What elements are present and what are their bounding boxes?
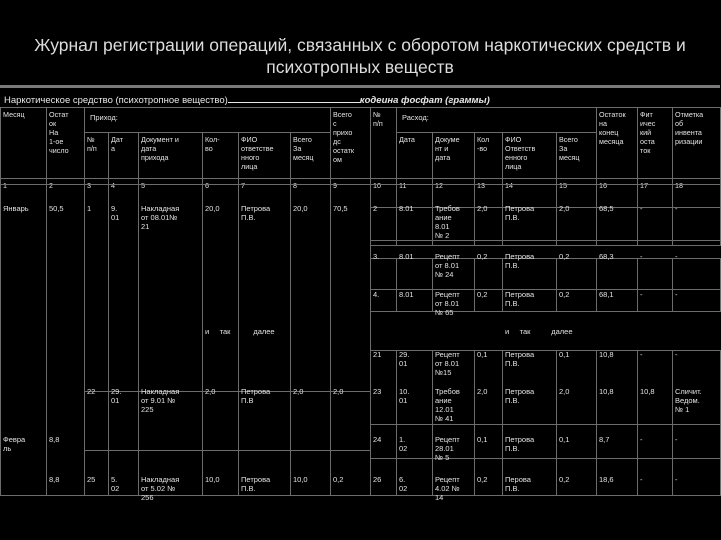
exp1-person: Петрова П.В. (505, 204, 535, 222)
row-month: Январь (3, 204, 29, 213)
expense-cell (502, 240, 557, 246)
inc-num-22: 22 (87, 387, 96, 396)
exp3-person: Петрова П.В. (505, 290, 535, 308)
exp26-num: 26 (373, 475, 382, 484)
header-total-with-income: Всего с прихо дс остатк ом (330, 107, 371, 179)
exp24-total: 0,1 (559, 435, 570, 444)
income-col (290, 184, 331, 392)
header-balance-first: Остат ок На 1-ое число (46, 107, 85, 179)
exp24-person: Петрова П.В. (505, 435, 535, 453)
header-income: Приход: (90, 113, 118, 122)
header-month: Месяц (0, 107, 47, 179)
exp2-num: 3. (373, 252, 380, 261)
inc-date-25: 5. 02 (111, 475, 120, 493)
column-number: 6 (202, 178, 239, 185)
row-balance: 50,5 (49, 204, 64, 213)
total-25: 0,2 (333, 475, 344, 484)
expense-cell (474, 258, 503, 290)
inc-person-22: Петрова П.В (241, 387, 271, 405)
exp26-total: 0,2 (559, 475, 570, 484)
substance-underline (228, 93, 360, 103)
exp24-actual: - (640, 435, 643, 444)
expense-cell (396, 258, 433, 290)
inc-total: 20,0 (293, 204, 308, 213)
expense-cell (637, 258, 673, 290)
expense-cell (556, 258, 597, 290)
income-col (330, 450, 371, 496)
inc-person-25: Петрова П.В. (241, 475, 271, 493)
header-inc-doc: Документ и дата прихода (138, 132, 203, 179)
exp3-date: 8.01 (399, 290, 414, 299)
income-col (290, 391, 331, 451)
page-title: Журнал регистрации операций, связанных с оборотом наркотических средств и (34, 35, 686, 55)
header-actual: Фит ичес кий оста ток (637, 107, 673, 179)
exp1-total: 2,0 (559, 204, 570, 213)
income-col (330, 184, 371, 392)
header-inc-person: ФИО ответстве нного лица (238, 132, 291, 179)
column-number: 15 (556, 178, 597, 185)
inc-doc-22: Накладная от 9.01 № 225 (141, 387, 180, 414)
header-exp-num: № п/п (370, 107, 397, 179)
exp23-inv: Сличит. Ведом. № 1 (675, 387, 702, 414)
expense-cell (672, 207, 721, 241)
exp24-end: 8,7 (599, 435, 610, 444)
exp26-qty: 0,2 (477, 475, 488, 484)
exp3-num: 4. (373, 290, 380, 299)
column-number: 16 (596, 178, 638, 185)
exp21-date: 29. 01 (399, 350, 410, 368)
inc-date: 9. 01 (111, 204, 120, 222)
exp21-num: 21 (373, 350, 382, 359)
exp2-end: 68,3 (599, 252, 614, 261)
expense-cell (596, 258, 638, 290)
column-number: 4 (108, 178, 139, 185)
exp24-num: 24 (373, 435, 382, 444)
exp26-end: 18,6 (599, 475, 614, 484)
exp1-inv: - (675, 204, 678, 213)
column-number: 13 (474, 178, 503, 185)
header-inc-num: № п/п (84, 132, 109, 179)
row-balance-feb: 8,8 (49, 435, 60, 444)
column-number: 5 (138, 178, 203, 185)
exp2-qty: 0,2 (477, 252, 488, 261)
expense-cell (370, 240, 397, 246)
inc-date-22: 29. 01 (111, 387, 122, 405)
exp24-qty: 0,1 (477, 435, 488, 444)
exp21-person: Петрова П.В. (505, 350, 535, 368)
exp23-num: 23 (373, 387, 382, 396)
expense-cell (556, 240, 597, 246)
income-col (290, 450, 331, 496)
column-number: 12 (432, 178, 475, 185)
exp1-doc: Требов ание 8.01 № 2 (435, 204, 460, 240)
column-number: 1 (0, 178, 47, 185)
row-month-feb: Февра ль (3, 435, 26, 453)
column-number: 7 (238, 178, 291, 185)
income-col (330, 391, 371, 451)
balance-col (46, 184, 85, 496)
expense-cell (370, 258, 397, 290)
expense-cell (396, 240, 433, 246)
expense-cell (672, 258, 721, 290)
exp23-person: Петрова П.В. (505, 387, 535, 405)
income-col (202, 450, 239, 496)
exp26-inv: - (675, 475, 678, 484)
header-inc-qty: Кол- во (202, 132, 239, 179)
exp2-doc: Рецепт от 8.01 № 24 (435, 252, 460, 279)
expense-cell (672, 289, 721, 312)
header-expense: Расход: (402, 113, 429, 122)
exp24-inv: - (675, 435, 678, 444)
exp23-total: 2,0 (559, 387, 570, 396)
exp23-qty: 2,0 (477, 387, 488, 396)
exp1-date: 8.01 (399, 204, 414, 213)
page-subtitle: психотропных веществ (266, 57, 454, 77)
income-col (84, 450, 109, 496)
header-inventory: Отметка об инвента ризации (672, 107, 721, 179)
substance-name: кодеина фосфат (граммы) (359, 95, 490, 106)
total-22: 2,0 (333, 387, 344, 396)
inc-total-22: 2,0 (293, 387, 304, 396)
exp23-date: 10. 01 (399, 387, 410, 405)
etc-left: и так далее (205, 327, 275, 336)
exp2-inv: - (675, 252, 678, 261)
exp21-qty: 0,1 (477, 350, 488, 359)
header-exp-doc: Докуме нт и дата (432, 132, 475, 179)
inc-qty-25: 10,0 (205, 475, 220, 484)
expense-cell (596, 240, 638, 246)
etc-right: и так далее (505, 327, 573, 336)
column-number: 2 (46, 178, 85, 185)
expense-cell (432, 240, 475, 246)
exp21-end: 10,8 (599, 350, 614, 359)
exp2-person: Петрова П.В. (505, 252, 535, 270)
exp26-date: 6. 02 (399, 475, 408, 493)
column-number: 18 (672, 178, 721, 185)
exp26-doc: Рецепт 4.02 № 14 (435, 475, 460, 502)
column-number: 14 (502, 178, 557, 185)
column-number: 9 (330, 178, 371, 185)
row-balance-last: 8,8 (49, 475, 60, 484)
inc-num: 1 (87, 204, 92, 213)
header-exp-person: ФИО Ответств енного лица (502, 132, 557, 179)
exp1-num: 2 (373, 204, 378, 213)
total: 70,5 (333, 204, 348, 213)
expense-cell (672, 184, 721, 208)
exp21-total: 0,1 (559, 350, 570, 359)
expense-cell (672, 458, 721, 496)
exp23-end: 10,8 (599, 387, 614, 396)
inc-total-25: 10,0 (293, 475, 308, 484)
header-inc-date: Дат а (108, 132, 139, 179)
exp1-end: 68,5 (599, 204, 614, 213)
substance-label: Наркотическое средство (психотропное вещество) (4, 95, 228, 106)
exp3-total: 0,2 (559, 290, 570, 299)
exp1-actual: - (640, 204, 643, 213)
income-col (84, 391, 109, 451)
expense-cell (672, 424, 721, 459)
exp3-end: 68,1 (599, 290, 614, 299)
column-number: 10 (370, 178, 397, 185)
exp3-actual: - (640, 290, 643, 299)
exp26-actual: - (640, 475, 643, 484)
inc-doc: Накладная от 08.01№ 21 (141, 204, 180, 231)
expense-cell (672, 240, 721, 246)
header-exp-total: Всего За месяц (556, 132, 597, 179)
exp2-date: 8.01 (399, 252, 414, 261)
income-col (202, 184, 239, 392)
exp3-doc: Рецепт от 8.01 № 65 (435, 290, 460, 317)
header-inc-total: Всего За месяц (290, 132, 331, 179)
column-number: 8 (290, 178, 331, 185)
inc-qty: 20,0 (205, 204, 220, 213)
income-col (202, 391, 239, 451)
exp21-actual: - (640, 350, 643, 359)
exp2-actual: - (640, 252, 643, 261)
exp21-doc: Рецепт от 8.01 №15 (435, 350, 460, 377)
substance-line (4, 93, 490, 106)
header-balance-end: Остаток на конец месяца (596, 107, 638, 179)
inc-num-25: 25 (87, 475, 96, 484)
exp24-date: 1. 02 (399, 435, 408, 453)
title-divider (0, 85, 720, 88)
inc-doc-25: Накладная от 5.02 № 256 (141, 475, 180, 502)
exp26-person: Перова П.В. (505, 475, 531, 493)
income-col (84, 184, 109, 392)
exp24-doc: Рецепт 28.01 № 5 (435, 435, 460, 462)
exp21-inv: - (675, 350, 678, 359)
exp23-actual: 10,8 (640, 387, 655, 396)
expense-cell (637, 240, 673, 246)
inc-person: Петрова П.В. (241, 204, 271, 222)
exp23-doc: Требов ание 12.01 № 41 (435, 387, 460, 423)
column-number: 17 (637, 178, 673, 185)
exp1-qty: 2,0 (477, 204, 488, 213)
header-exp-date: Дата (396, 132, 433, 179)
inc-qty-22: 2,0 (205, 387, 216, 396)
exp3-qty: 0,2 (477, 290, 488, 299)
column-number: 11 (396, 178, 433, 185)
header-exp-qty: Кол -во (474, 132, 503, 179)
column-number: 3 (84, 178, 109, 185)
exp3-inv: - (675, 290, 678, 299)
exp2-total: 0,2 (559, 252, 570, 261)
expense-cell (474, 240, 503, 246)
